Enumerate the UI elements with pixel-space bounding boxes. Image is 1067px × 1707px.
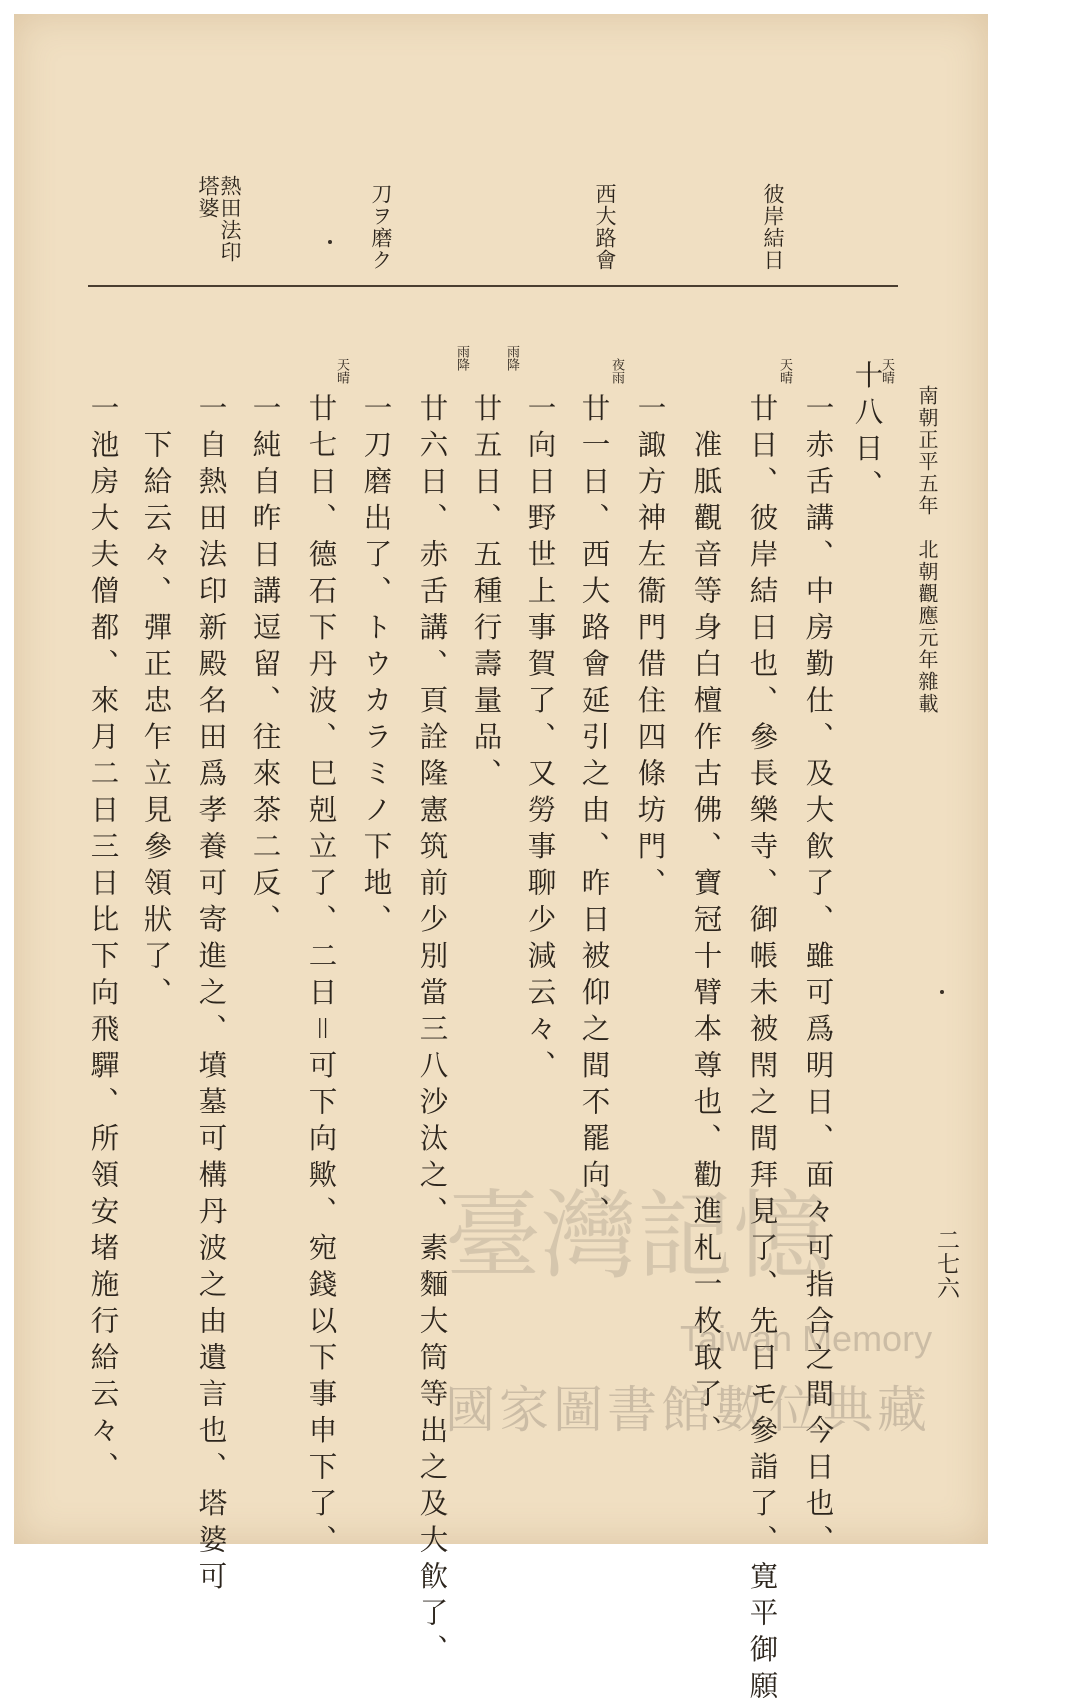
weather-note-day20: 天晴 xyxy=(777,358,792,384)
text-line-5: 一諏方神左衞門借住四條坊門、 xyxy=(633,393,667,904)
text-line-11: 廿七日、德石下丹波、巳剋立了、二日＝可下向歟、宛錢以下事申下了、 xyxy=(304,393,338,1561)
weather-note-day26: 雨降 xyxy=(454,345,469,371)
text-line-4: 准胝觀音等身白檀作古佛、寶冠十臂本尊也、勸進札一枚取了、 xyxy=(689,393,723,1452)
margin-note-toba: 塔婆 xyxy=(196,175,220,219)
text-line-7: 一向日野世上事賀了、又勞事聊少減云々、 xyxy=(523,393,557,1087)
margin-dot xyxy=(328,240,332,244)
margin-note-nishioji: 西大路會 xyxy=(593,183,617,271)
text-line-8: 廿五日、五種行壽量品、 xyxy=(469,393,503,795)
text-line-1: 十八日、 xyxy=(850,360,884,506)
text-line-3: 廿日、彼岸結日也、參長樂寺、御帳未被閇之間拜見了、先日モ參詣了、寛平御願 xyxy=(745,393,779,1707)
text-line-6: 廿一日、西大路會延引之由、昨日被仰之間不罷向、 xyxy=(577,393,611,1233)
weather-note-day21: 夜雨 xyxy=(609,358,624,384)
text-line-13: 一自熱田法印新殿名田爲孝養可寄進之、墳墓可構丹波之由遺言也、塔婆可 xyxy=(194,393,228,1598)
margin-note-katana: 刀ヲ磨ク xyxy=(369,183,393,271)
text-line-15: 一池房大夫僧都、來月二日三日比下向飛驒、所領安堵施行給云々、 xyxy=(86,393,120,1488)
weather-note-day27: 天晴 xyxy=(334,358,349,384)
watermark-library: 國家圖書館數位典藏 xyxy=(445,1381,931,1439)
running-title: 南朝正平五年 北朝觀應元年雜載 xyxy=(915,385,939,715)
margin-note-atsuta: 熱田法印 xyxy=(218,175,242,263)
watermark-chinese: 臺灣記憶 xyxy=(445,1180,829,1292)
watermark-english: Taiwan Memory xyxy=(680,1318,933,1359)
header-rule xyxy=(88,285,898,287)
text-line-14: 下給云々、彈正忠乍立見參領狀了、 xyxy=(139,393,173,1014)
page-number: 二七六 xyxy=(933,1228,959,1300)
margin-note-higan: 彼岸結日 xyxy=(761,183,785,271)
weather-note-day18: 天晴 xyxy=(879,358,894,384)
page-speck xyxy=(940,990,944,994)
text-line-9: 廿六日、赤舌講、頁詮隆憲筑前少別當三八沙汰之、素麵大筒等出之及大飮了、 xyxy=(415,393,449,1671)
text-line-10: 一刀磨出了、トウカラミノ下地、 xyxy=(359,393,393,941)
weather-note-day25: 雨降 xyxy=(504,345,519,371)
text-line-2: 一赤舌講、中房勤仕、及大飮了、雖可爲明日、面々可指合之間今日也、 xyxy=(801,393,835,1561)
text-line-12: 一純自昨日講逗留、往來茶二反、 xyxy=(248,393,282,941)
